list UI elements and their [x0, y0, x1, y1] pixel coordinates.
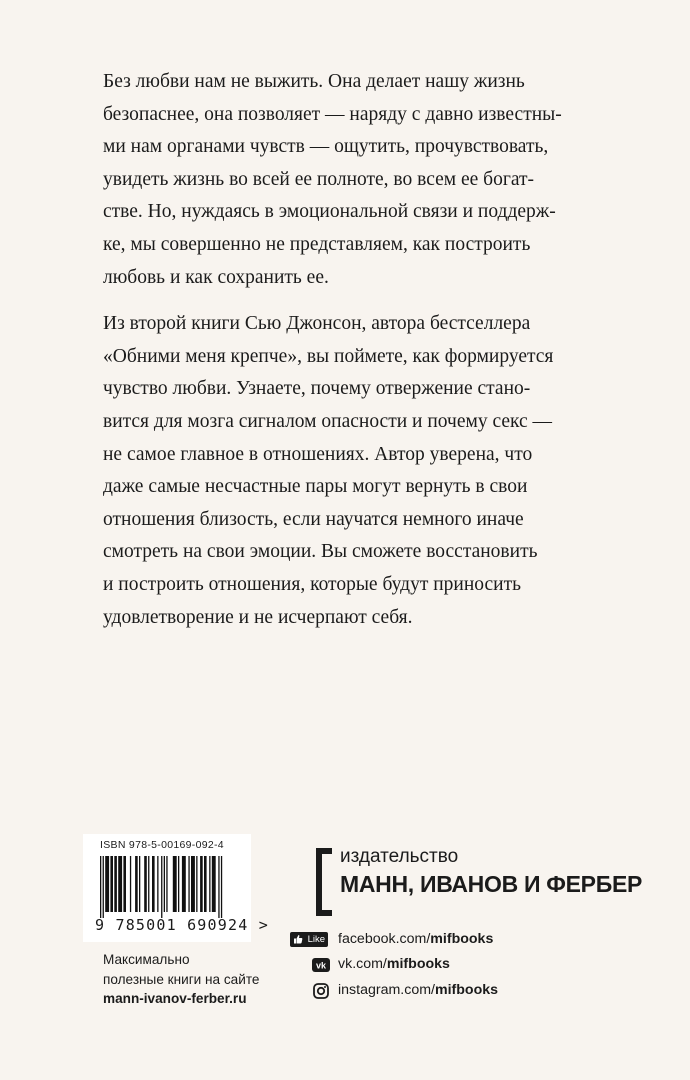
- publisher-label: издательство: [340, 846, 459, 867]
- isbn-label: ISBN 978-5-00169-092-4: [100, 839, 224, 851]
- text-line: Из второй книги Сью Джонсон, автора бестселлера: [103, 313, 531, 335]
- publisher-bracket-logo: [316, 848, 332, 916]
- publisher-name: МАНН, ИВАНОВ И ФЕРБЕР: [340, 871, 643, 897]
- promo-line-2: полезные книги на сайте: [103, 971, 260, 987]
- text-line: и построить отношения, которые будут приносить: [103, 573, 522, 595]
- description-paragraph-1: [103, 66, 583, 294]
- text-line: смотреть на свои эмоции. Вы сможете восстановить: [103, 541, 538, 563]
- like-badge-label: Like: [307, 934, 325, 945]
- book-description: [103, 66, 583, 634]
- text-line: чувство любви. Узнаете, почему отвержение стано-: [103, 378, 531, 400]
- text-line: увидеть жизнь во всей ее полноте, во всем ее богат-: [103, 168, 534, 190]
- text-line: даже самые несчастные пары могут вернуть в свои: [103, 476, 528, 498]
- text-line: Без любви нам не выжить. Она делает нашу жизнь: [103, 71, 525, 92]
- facebook-link[interactable]: facebook.com/mifbooks: [338, 931, 494, 947]
- text-line: удовлетворение и не исчерпают себя.: [103, 606, 413, 628]
- promo-line-1: Максимально: [103, 952, 190, 967]
- vk-icon: [312, 958, 330, 972]
- isbn-barcode: [83, 834, 269, 942]
- facebook-like-icon: [290, 932, 328, 947]
- svg-text:vk: vk: [315, 960, 327, 971]
- website-link[interactable]: mann-ivanov-ferber.ru: [103, 991, 247, 1006]
- text-line: стве. Но, нуждаясь в эмоциональной связи и поддерж-: [103, 201, 556, 223]
- website-promo: [103, 950, 303, 1009]
- text-line: ке, мы совершенно не представляем, как построить: [103, 233, 531, 255]
- text-line: не самое главное в отношениях. Автор уверена, что: [103, 443, 533, 465]
- instagram-icon: [313, 983, 329, 999]
- text-line: вится для мозга сигналом опасности и почему секс —: [103, 410, 553, 432]
- barcode-digits: 9 785001 690924 >: [95, 916, 269, 934]
- thumbs-up-icon: [293, 934, 303, 944]
- text-line: любовь и как сохранить ее.: [103, 266, 329, 288]
- description-paragraph-2: [103, 308, 583, 634]
- text-line: «Обними меня крепче», вы поймете, как формируется: [103, 345, 554, 367]
- text-line: ми нам органами чувств — ощутить, прочувствовать,: [103, 136, 549, 158]
- vk-link[interactable]: vk.com/mifbooks: [338, 956, 450, 972]
- instagram-link[interactable]: instagram.com/mifbooks: [338, 982, 499, 998]
- text-line: отношения близость, если научатся немного иначе: [103, 508, 524, 530]
- barcode-bars: [97, 856, 237, 918]
- text-line: безопаснее, она позволяет — наряду с давно известны-: [103, 103, 562, 125]
